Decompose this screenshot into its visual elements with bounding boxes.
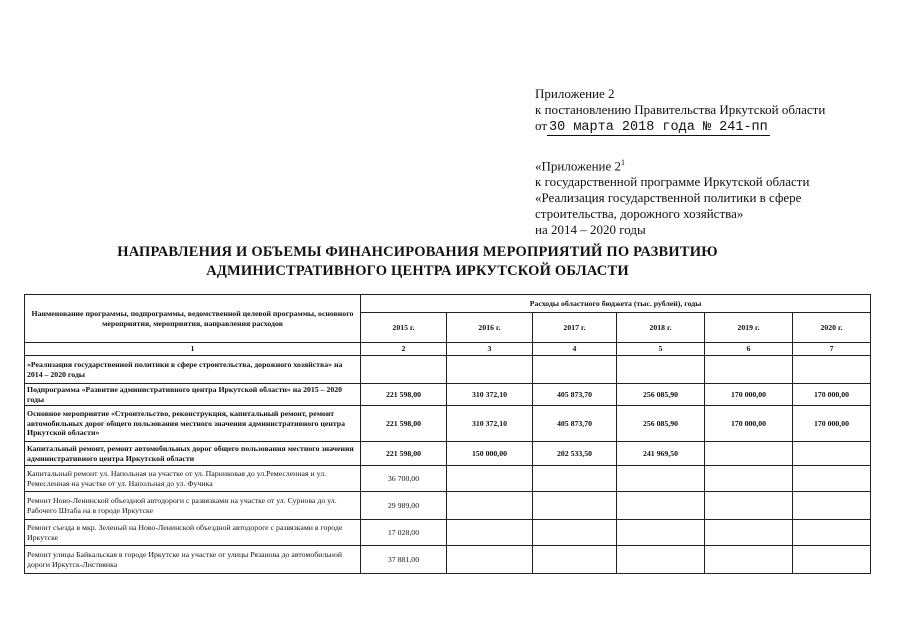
- row-name-cell: Ремонт Ново-Ленинской объездной автодороги с развязками на участке от ул. Сурнова до ул. Рабочего Штаба на в городе Иркутске: [25, 492, 361, 520]
- value-cell: [447, 356, 533, 384]
- year-header: 2015 г.: [361, 313, 447, 343]
- value-cell: 256 085,90: [617, 406, 705, 442]
- appendix-block: [535, 86, 825, 136]
- column-number: 5: [617, 343, 705, 356]
- program-appendix-line-3: «Реализация государственной политики в сфере: [535, 190, 802, 206]
- value-cell: [705, 520, 793, 546]
- title-line-2: АДМИНИСТРАТИВНОГО ЦЕНТРА ИРКУТСКОЙ ОБЛАСТИ: [206, 263, 629, 279]
- row-name-cell: «Реализация государственной политики в сфере строительства, дорожного хозяйства» на 2014 – 2020 годы: [25, 356, 361, 384]
- value-cell: 170 000,00: [705, 406, 793, 442]
- value-cell: [705, 492, 793, 520]
- value-cell: [447, 546, 533, 574]
- value-cell: [617, 356, 705, 384]
- column-number: 6: [705, 343, 793, 356]
- appendix-line-2: к постановлению Правительства Иркутской области: [535, 102, 826, 117]
- value-cell: [447, 466, 533, 492]
- year-header: 2019 г.: [705, 313, 793, 343]
- value-cell: [705, 356, 793, 384]
- value-cell: 256 085,90: [617, 384, 705, 406]
- value-cell: [793, 492, 871, 520]
- value-cell: 150 000,00: [447, 442, 533, 466]
- year-header: 2017 г.: [533, 313, 617, 343]
- value-cell: 29 989,00: [361, 492, 447, 520]
- column-number: 7: [793, 343, 871, 356]
- table-row: [25, 406, 871, 442]
- value-cell: 310 372,10: [447, 384, 533, 406]
- program-appendix-block: [535, 155, 809, 238]
- row-name-cell: Подпрограмма «Развитие административного центра Иркутской области» на 2015 – 2020 годы: [25, 384, 361, 406]
- program-appendix-line-1: «Приложение $2^1$: [535, 158, 626, 174]
- value-cell: 36 700,00: [361, 466, 447, 492]
- value-cell: 17 028,00: [361, 520, 447, 546]
- value-cell: 170 000,00: [793, 406, 871, 442]
- row-name-cell: Капитальный ремонт ул. Напольная на участке от ул. Парниковая до ул.Ремесленная и ул. Ремесленная на участке от ул. Напольная до ул. Фучика: [25, 466, 361, 492]
- value-cell: [533, 546, 617, 574]
- value-cell: [617, 520, 705, 546]
- value-cell: [793, 356, 871, 384]
- appendix-superscript: 1: [621, 158, 626, 167]
- year-header: 2018 г.: [617, 313, 705, 343]
- value-cell: [793, 520, 871, 546]
- appendix-line-1: Приложение 2: [535, 86, 615, 101]
- name-column-header: Наименование программы, подпрограммы, ведомственной целевой программы, основного мероприятия, мероприятия, направления расходов: [25, 295, 361, 343]
- row-name-cell: Основное мероприятие «Строительство, реконструкция, капитальный ремонт, ремонт автомобильных дорог общего пользования местного значения административного центра Иркутской области»: [25, 406, 361, 442]
- value-cell: [447, 492, 533, 520]
- financing-table: [24, 294, 871, 574]
- appendix-date-prefix: от: [535, 118, 548, 133]
- value-cell: [361, 356, 447, 384]
- value-cell: [533, 356, 617, 384]
- value-cell: 310 372,10: [447, 406, 533, 442]
- value-cell: [533, 520, 617, 546]
- table-row: [25, 356, 871, 384]
- value-cell: [793, 546, 871, 574]
- value-cell: 202 533,50: [533, 442, 617, 466]
- table-row: [25, 546, 871, 574]
- value-cell: [533, 466, 617, 492]
- value-cell: [705, 466, 793, 492]
- year-header: 2016 г.: [447, 313, 533, 343]
- value-cell: [533, 492, 617, 520]
- row-name-cell: Капитальный ремонт, ремонт автомобильных дорог общего пользования местного значения административного центра Иркутской области: [25, 442, 361, 466]
- table-row: [25, 466, 871, 492]
- row-name-cell: Ремонт съезда в мкр. Зеленый на Ново-Ленинской объездной автодороге с развязками в городе Иркутске: [25, 520, 361, 546]
- value-cell: [705, 442, 793, 466]
- column-number: 2: [361, 343, 447, 356]
- value-cell: 221 598,00: [361, 406, 447, 442]
- value-cell: 405 873,70: [533, 406, 617, 442]
- value-cell: [705, 546, 793, 574]
- column-number: 3: [447, 343, 533, 356]
- value-cell: 221 598,00: [361, 442, 447, 466]
- table-row: [25, 520, 871, 546]
- value-cell: 221 598,00: [361, 384, 447, 406]
- value-cell: 241 969,50: [617, 442, 705, 466]
- program-appendix-line-2: к государственной программе Иркутской области: [535, 174, 810, 190]
- value-cell: 170 000,00: [705, 384, 793, 406]
- budget-header: Расходы областного бюджета (тыс. рублей), годы: [361, 295, 871, 313]
- title-line-1: НАПРАВЛЕНИЯ И ОБЪЕМЫ ФИНАНСИРОВАНИЯ МЕРОПРИЯТИЙ ПО РАЗВИТИЮ: [117, 244, 718, 260]
- document-title: [0, 243, 905, 281]
- value-cell: 405 873,70: [533, 384, 617, 406]
- resolution-date-stamp: 30 марта 2018 года № 241-пп: [549, 120, 768, 135]
- table-row: [25, 492, 871, 520]
- value-cell: 170 000,00: [793, 384, 871, 406]
- program-appendix-line-4: строительства, дорожного хозяйства»: [535, 206, 744, 222]
- value-cell: [617, 546, 705, 574]
- appendix-line-3: [535, 118, 825, 136]
- value-cell: 37 881,00: [361, 546, 447, 574]
- year-header: 2020 г.: [793, 313, 871, 343]
- value-cell: [617, 492, 705, 520]
- value-cell: [793, 466, 871, 492]
- row-name-cell: Ремонт улицы Байкальская в городе Иркутске на участке от улицы Рязанова до автомобильной дороги Иркутск-Листвянка: [25, 546, 361, 574]
- value-cell: [793, 442, 871, 466]
- table-row: [25, 384, 871, 406]
- value-cell: [617, 466, 705, 492]
- table-row: [25, 442, 871, 466]
- column-number: 1: [25, 343, 361, 356]
- column-number-row: [25, 343, 871, 356]
- column-number: 4: [533, 343, 617, 356]
- program-appendix-line-5: на 2014 – 2020 годы: [535, 222, 646, 238]
- value-cell: [447, 520, 533, 546]
